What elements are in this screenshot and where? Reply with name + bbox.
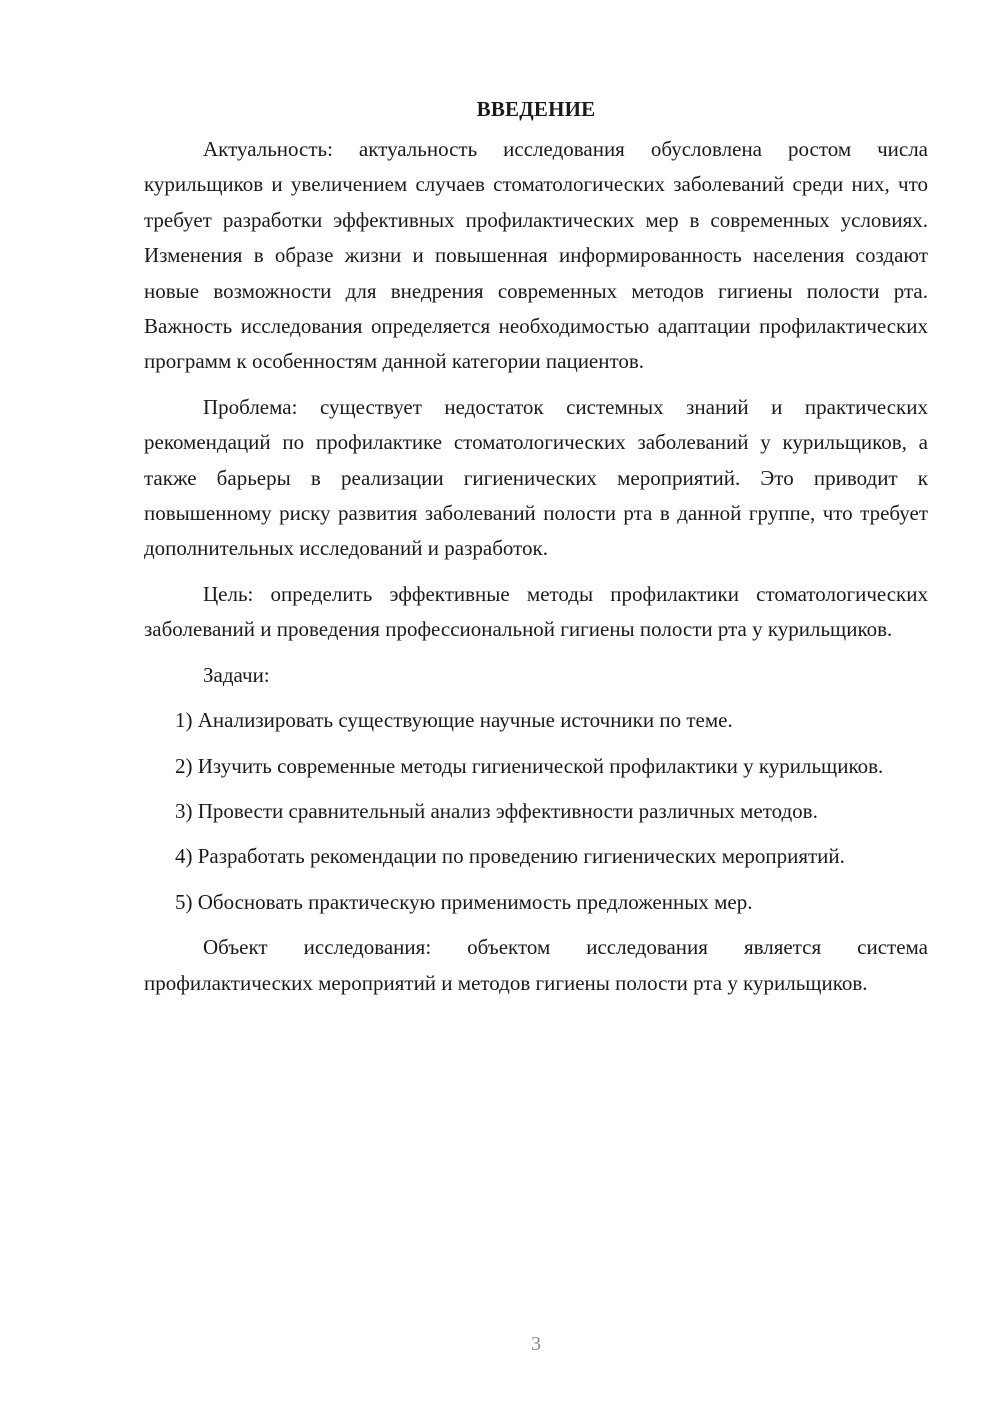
section-title: ВВЕДЕНИЕ (476, 97, 596, 121)
paragraph-goal: Цель: определить эффективные методы профилактики стоматологических заболеваний и проведения профессиональной гигиены полости рта у курильщиков. (144, 581, 928, 642)
page-number: 3 (531, 1333, 541, 1355)
task-item-5: 5) Обосновать практическую применимость предложенных мер. (175, 889, 753, 914)
tasks-list (144, 703, 928, 920)
task-item-3: 3) Провести сравнительный анализ эффективности различных методов. (175, 798, 818, 823)
paragraph-object: Объект исследования: объектом исследования является система профилактических мероприятий и методов гигиены полости рта у курильщиков. (144, 935, 928, 995)
task-item-1: 1) Анализировать существующие научные источники по теме. (175, 708, 733, 733)
paragraph-problem: Проблема: существует недостаток системных знаний и практических рекомендаций по профилактике стоматологических заболеваний у курильщиков, а также барьеры в реализации гигиенических мероприятий. Это приводит к повышенному риску развития заболеваний полости рта в данной группе, что требует дополнительных исследований и разработок. (144, 394, 928, 561)
task-item-2: 2) Изучить современные методы гигиенической профилактики у курильщиков. (175, 753, 884, 778)
task-item-4: 4) Разработать рекомендации по проведению гигиенических мероприятий. (175, 844, 845, 869)
tasks-heading: Задачи: (203, 662, 270, 687)
page-content (144, 92, 928, 1011)
paragraph-relevance: Актуальность: актуальность исследования обусловлена ростом числа курильщиков и увеличением случаев стоматологических заболеваний среди них, что требует разработки эффективных профилактических мер в современных условиях. Изменения в образе жизни и повышенная информированность населения создают новые возможности для внедрения современных методов гигиены полости рта. Важность исследования определяется необходимостью адаптации профилактических программ к особенностям данной категории пациентов. (144, 137, 928, 374)
